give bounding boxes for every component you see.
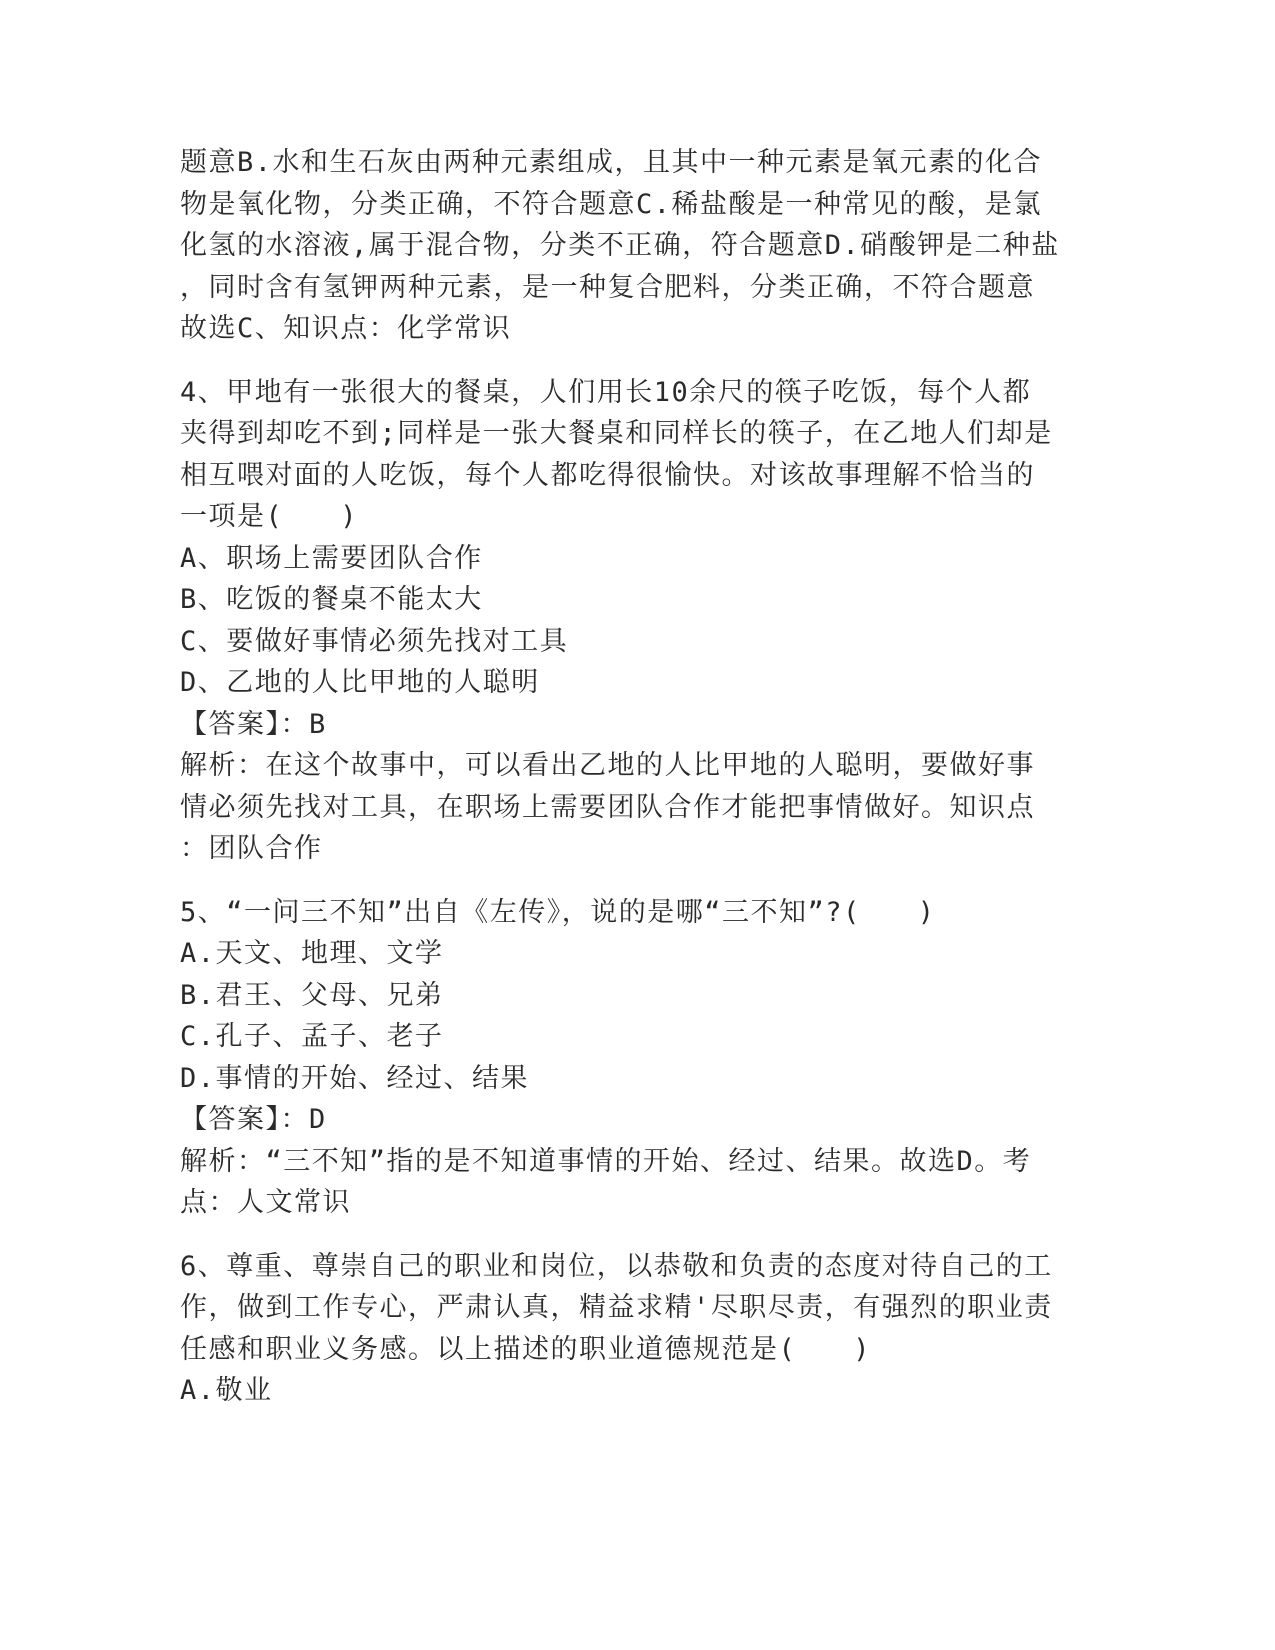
option-a: A.天文、地理、文学 (180, 938, 444, 969)
option-b: B.君王、父母、兄弟 (180, 979, 444, 1011)
option-a: A.敬业 (180, 1375, 273, 1406)
analysis-line: 解析：在这个故事中，可以看出乙地的人比甲地的人聪明，要做好事 (180, 750, 1035, 781)
text-line: 化氢的水溶液,属于混合物，分类不正确，符合题意D.硝酸钾是二种盐 (180, 230, 1060, 261)
text-line: 故选C、知识点：化学常识 (180, 313, 512, 344)
text-line: ，同时含有氢钾两种元素，是一种复合肥料，分类正确，不符合题意 (180, 271, 1035, 303)
analysis-line: 情必须先找对工具，在职场上需要团队合作才能把事情做好。知识点 (180, 791, 1035, 823)
question-stem-line: 夹得到却吃不到;同样是一张大餐桌和同样长的筷子，在乙地人们却是 (180, 418, 1053, 449)
answer-line: 【答案】：B (180, 708, 327, 740)
question-stem-line: 5、“一问三不知”出自《左传》，说的是哪“三不知”?( ) (180, 896, 936, 928)
option-d: D.事情的开始、经过、结果 (180, 1062, 530, 1094)
question-stem-line: 相互喂对面的人吃饭，每个人都吃得很愉快。对该故事理解不恰当的 (180, 459, 1035, 491)
question-stem-line: 任感和职业义务感。以上描述的职业道德规范是( ) (180, 1333, 872, 1365)
question-5 (180, 892, 1050, 1224)
text-line: 题意B.水和生石灰由两种元素组成，且其中一种元素是氧元素的化合 (180, 147, 1043, 178)
option-b: B、吃饭的餐桌不能太大 (180, 584, 483, 615)
spacer (180, 350, 1050, 372)
question-stem-line: 作，做到工作专心，严肃认真，精益求精'尽职尽责，有强烈的职业责 (180, 1292, 1053, 1323)
option-d: D、乙地的人比甲地的人聪明 (180, 667, 540, 698)
option-a: A、职场上需要团队合作 (180, 542, 483, 574)
answer-line: 【答案】：D (180, 1104, 327, 1135)
analysis-line: 解析：“三不知”指的是不知道事情的开始、经过、结果。故选D。考 (180, 1145, 1032, 1177)
option-c: C、要做好事情必须先找对工具 (180, 625, 569, 657)
spacer (180, 1224, 1050, 1246)
question-stem-line: 4、甲地有一张很大的餐桌，人们用长10余尺的筷子吃饭，每个人都 (180, 376, 1032, 408)
question-stem-line: 一项是( ) (180, 501, 359, 532)
document-page (180, 142, 1060, 1412)
option-c: C.孔子、孟子、老子 (180, 1021, 444, 1052)
question-3-explanation-tail (180, 142, 1060, 350)
question-6 (180, 1246, 1053, 1412)
question-4 (180, 372, 1053, 870)
analysis-line: ：团队合作 (180, 833, 323, 864)
question-stem-line: 6、尊重、尊崇自己的职业和岗位，以恭敬和负责的态度对待自己的工 (180, 1250, 1053, 1282)
analysis-line: 点：人文常识 (180, 1187, 351, 1218)
text-line: 物是氧化物，分类正确，不符合题意C.稀盐酸是一种常见的酸，是氯 (180, 188, 1043, 220)
spacer (180, 870, 1050, 892)
